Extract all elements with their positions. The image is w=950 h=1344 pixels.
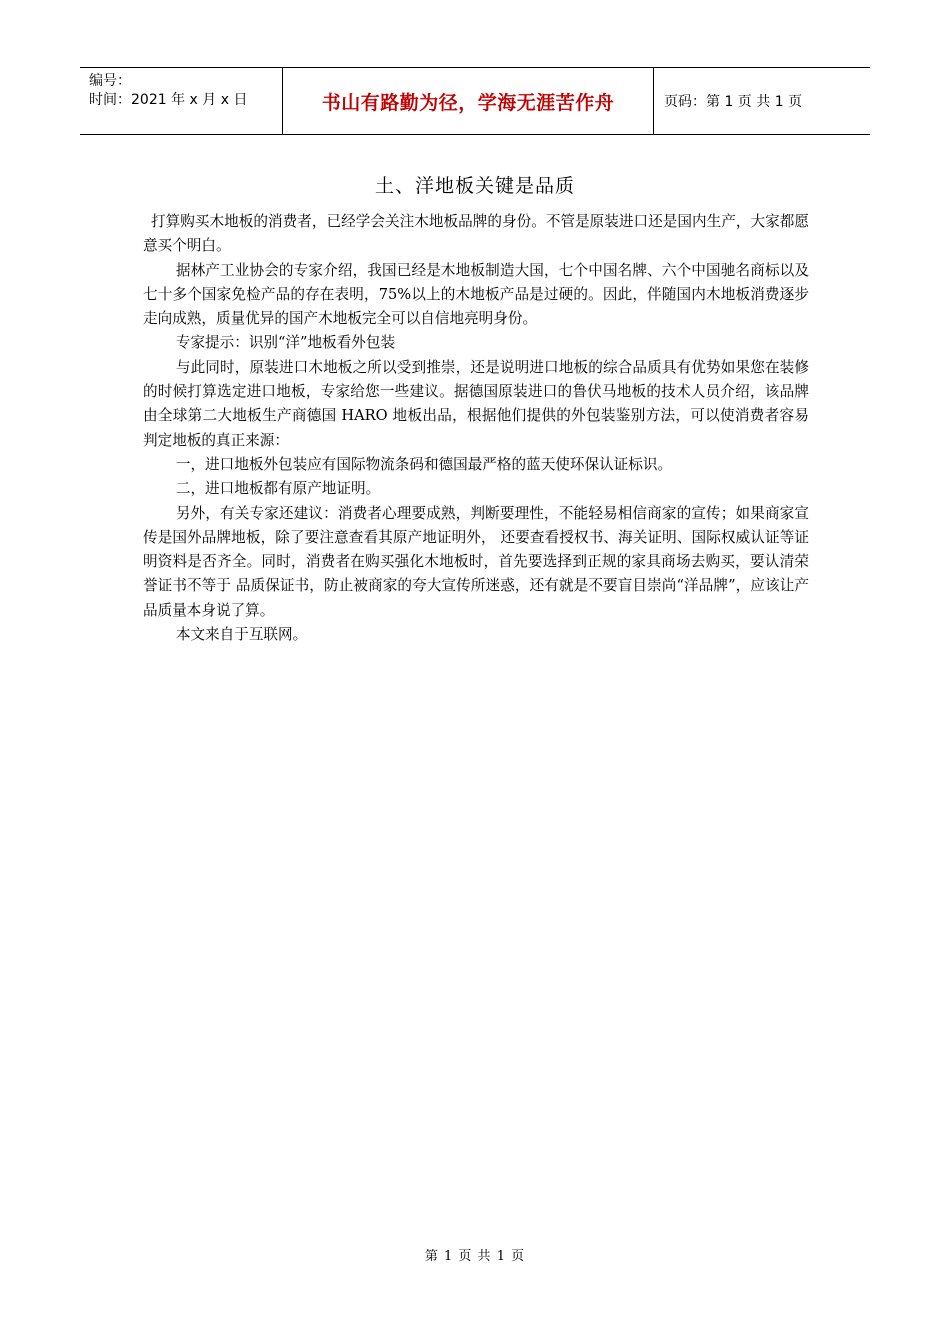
page-info-text: 页码：第 1 页 共 1 页 bbox=[664, 94, 803, 110]
document-header bbox=[80, 67, 870, 135]
paragraph-source: 本文来自于互联网。 bbox=[175, 626, 308, 644]
document-title: 土、洋地板关键是品质 bbox=[374, 175, 575, 197]
paragraph-advice: 另外，有关专家还建议：消费者心理要成熟，判断要理性，不能轻易相信商家的宣传；如果商家宣传是国外品牌地板，除了要注意查看其原产地证明外， 还要查看授权书、海关证明、国际权威认证等证明资料是否齐全。同时，消费者在购买强化木地板时，首先要选择到正规的家具商场去购买，要认清荣誉证书不等于 品质保证书，防止被商家的夸大宣传所迷惑，还有就是不要盲目崇尚“洋品牌”，应该让产品质量本身说了算。 bbox=[143, 504, 809, 619]
number-label: 编号： bbox=[89, 73, 131, 89]
paragraph-expert-intro: 据林产工业协会的专家介绍，我国已经是木地板制造大国，七个中国名牌、六个中国驰名商标以及七十多个国家免检产品的存在表明，75%以上的木地板产品是过硬的。因此，伴随国内木地板消费逐步走向成熟，质量优异的国产木地板完全可以自信地亮明身份。 bbox=[143, 261, 809, 328]
document-body bbox=[143, 210, 809, 647]
page-footer: 第 1 页 共 1 页 bbox=[424, 1249, 526, 1264]
time-label: 时间：2021 年 x 月 x 日 bbox=[89, 92, 248, 108]
header-meta bbox=[80, 68, 282, 134]
header-motto-cell bbox=[282, 68, 654, 134]
paragraph-point-two: 二，进口地板都有原产地证明。 bbox=[175, 480, 381, 498]
paragraph-point-one: 一，进口地板外包装应有国际物流条码和德国最严格的蓝天使环保认证标识。 bbox=[175, 455, 673, 473]
paragraph-intro: 打算购买木地板的消费者，已经学会关注木地板品牌的身份。不管是原装进口还是国内生产，大家都愿意买个明白。 bbox=[143, 213, 809, 255]
paragraph-import: 与此同时，原装进口木地板之所以受到推崇，还是说明进口地板的综合品质具有优势如果您在装修的时候打算选定进口地板，专家给您一些建议。据德国原装进口的鲁伏马地板的技术人员介绍，该品牌由全球第二大地板生产商德国 HARO 地板出品，根据他们提供的外包装鉴别方法，可以使消费者容易判定地板的真正来源： bbox=[143, 358, 809, 449]
motto-text: 书山有路勤为径，学海无涯苦作舟 bbox=[321, 91, 615, 114]
header-page-info bbox=[654, 68, 870, 134]
paragraph-expert-tip: 专家提示：识别“洋”地板看外包装 bbox=[175, 334, 396, 352]
